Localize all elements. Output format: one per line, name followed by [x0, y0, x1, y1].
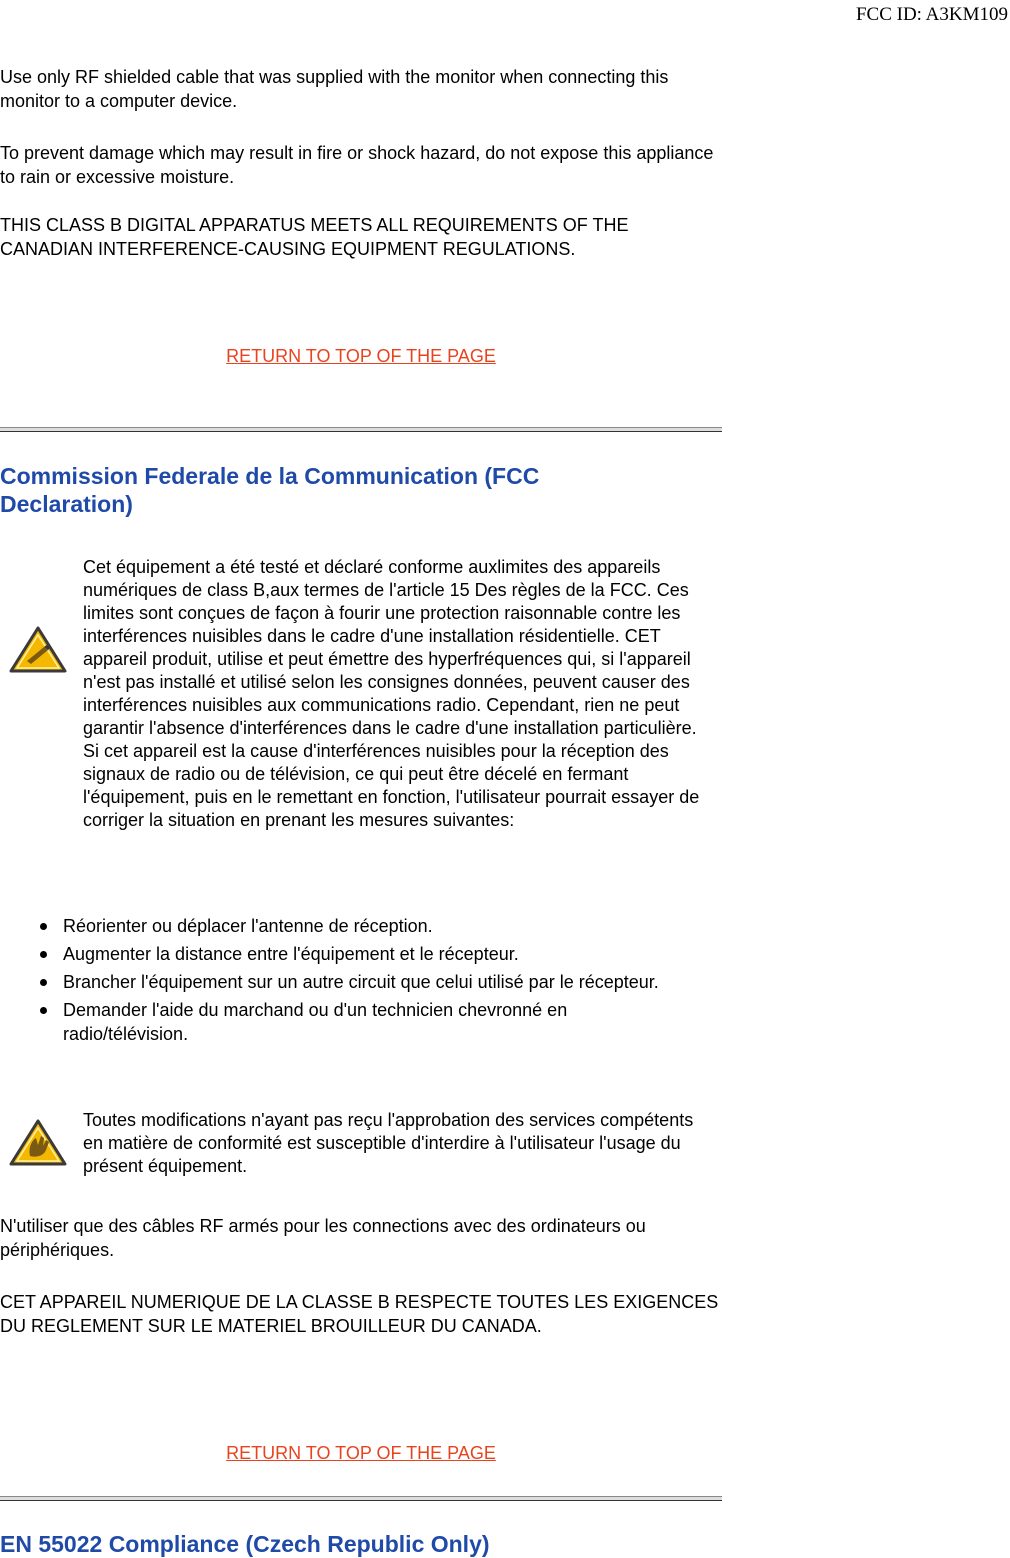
return-to-top-link[interactable]: RETURN TO TOP OF THE PAGE [226, 346, 496, 366]
canadian-regulation-paragraph: THIS CLASS B DIGITAL APPARATUS MEETS ALL REQUIREMENTS OF THE CANADIAN INTERFERENCE-CAUSING EQUIPMENT REGULATIONS. [0, 215, 629, 259]
list-item: Brancher l'équipement sur un autre circuit que celui utilisé par le récepteur. [0, 970, 680, 994]
moisture-paragraph: To prevent damage which may result in fire or shock hazard, do not expose this appliance to rain or excessive moisture. [0, 143, 714, 187]
fcc-french-statement: Cet équipement a été testé et déclaré conforme auxlimites des appareils numériques de class B,aux termes de l'article 15 Des règles de la FCC. Ces limites sont conçues de façon à fourir une protection raisonnable contre les interférences nuisibles dans le cadre d'une installation résidentielle. CET appareil produit, utilise et peut émettre des hyperfréquences qui, si l'appareil n'est pas installé et utilisé selon les consignes données, peuvent causer des interférences nuisibles aux communications radio. Cependant, rien ne peut garantir l'absence d'interférences dans le cadre d'une installation particulière. Si cet appareil est la cause d'interférences nuisibles pour la réception des signaux de radio ou de télévision, ce qui peut être décelé en fermant l'équipement, puis en le remettant en fonction, l'utilisateur pourrait essayer de corriger la situation en prenant les mesures suivantes: [83, 557, 700, 830]
fcc-id-label: FCC ID: A3KM109 [855, 4, 1008, 25]
list-item: Demander l'aide du marchand ou d'un technicien chevronné en radio/télévision. [0, 998, 680, 1046]
warning-icon [8, 1118, 68, 1168]
divider [0, 427, 722, 432]
return-to-top-link[interactable]: RETURN TO TOP OF THE PAGE [226, 1443, 496, 1463]
canada-french-paragraph: CET APPAREIL NUMERIQUE DE LA CLASSE B RESPECTE TOUTES LES EXIGENCES DU REGLEMENT SUR LE MATERIEL BROUILLEUR DU CANADA. [0, 1292, 719, 1336]
warning-icon [8, 625, 68, 675]
rf-cable-paragraph: Use only RF shielded cable that was supplied with the monitor when connecting this monitor to a computer device. [0, 67, 669, 111]
list-item: Réorienter ou déplacer l'antenne de réception. [0, 914, 680, 938]
modification-warning: Toutes modifications n'ayant pas reçu l'approbation des services compétents en matière de conformité est susceptible d'interdire à l'utilisateur l'usage du présent équipement. [83, 1110, 694, 1176]
rf-cable-french-paragraph: N'utiliser que des câbles RF armés pour les connections avec des ordinateurs ou périphériques. [0, 1216, 646, 1260]
section-title-en55022: EN 55022 Compliance (Czech Republic Only) [0, 1531, 490, 1557]
section-title-fcc-french: Commission Federale de la Communication (FCC Declaration) [0, 463, 540, 517]
divider [0, 1496, 722, 1501]
list-item: Augmenter la distance entre l'équipement et le récepteur. [0, 942, 680, 966]
corrective-measures-list [0, 914, 680, 1050]
